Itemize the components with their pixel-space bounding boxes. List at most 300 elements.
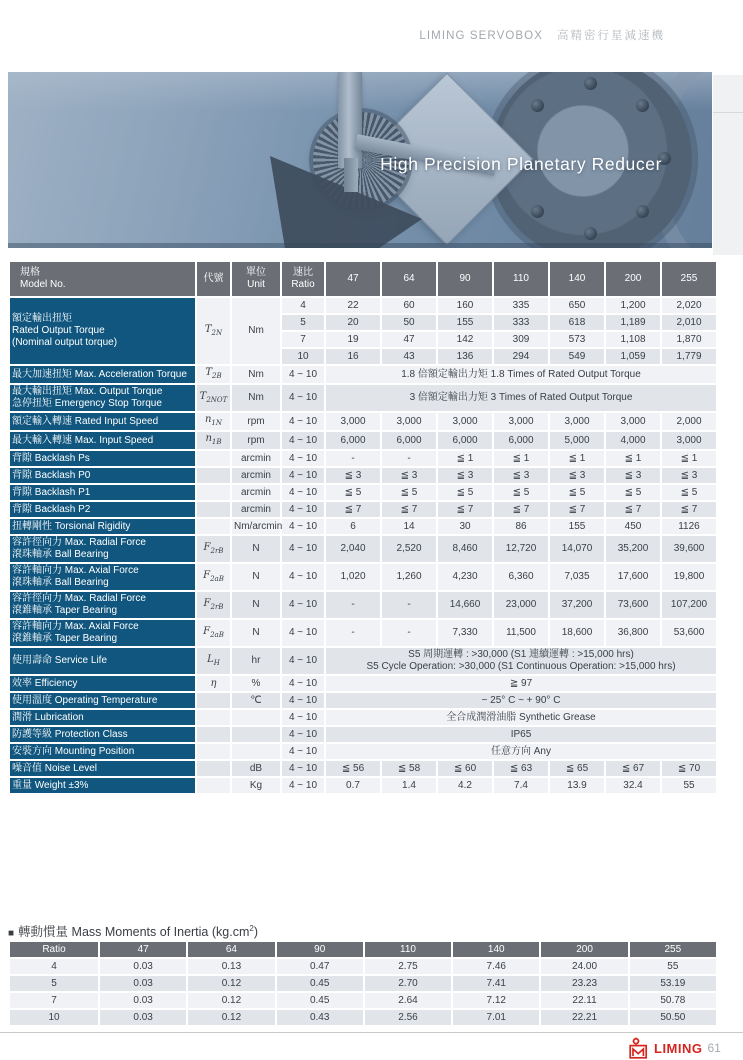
spec-value: 20 [326,315,380,330]
spec-span-value [326,648,716,674]
inertia-value: 7.01 [453,1010,539,1025]
spec-row-label-line: 防護等級 Protection Class [12,728,128,740]
spec-code [197,710,230,725]
spec-row-label [10,468,195,483]
spec-value: ≦ 5 [494,485,548,500]
spec-value: ≦ 1 [662,451,716,466]
inertia-value: 7.46 [453,959,539,974]
spec-row-label [10,432,195,449]
spec-value: 650 [550,298,604,313]
spec-unit: Nm/arcmin [232,519,280,534]
spec-value: 3,000 [438,413,492,430]
spec-row [10,519,716,534]
inertia-value: 10 [10,1010,98,1025]
spec-value: 60 [382,298,436,313]
spec-row-label-line: 容許徑向力 Max. Radial Force [12,593,146,604]
spec-value: ≦ 3 [382,468,436,483]
spec-span-line: 全合成潤滑油脂 Synthetic Grease [446,711,596,723]
spec-row [10,676,716,691]
spec-code: η [197,676,230,691]
footer-divider [0,1032,743,1033]
spec-value: ≦ 3 [550,468,604,483]
spec-row-label-line: 安裝方向 Mounting Position [12,745,135,757]
spec-value: 6 [326,519,380,534]
spec-span-line: IP65 [510,728,532,740]
spec-row-label [10,620,195,646]
spec-row-label-line: 重量 Weight ±3% [12,779,89,791]
spec-row-label [10,298,195,364]
spec-header-ratio-zh: 速比 [293,267,313,278]
spec-row-label-line: 使用溫度 Operating Temperature [12,694,158,706]
spec-code [197,727,230,742]
inertia-value: 4 [10,959,98,974]
spec-unit: rpm [232,413,280,430]
inertia-value: 0.45 [277,993,363,1008]
spec-value: ≦ 1 [550,451,604,466]
spec-value: 7.4 [494,778,548,793]
inertia-title-en: Mass Moments of Inertia (kg.cm [68,925,250,939]
inertia-value: 23.23 [541,976,627,991]
spec-code [197,693,230,708]
spec-value: 55 [662,778,716,793]
spec-value: 2,000 [662,413,716,430]
spec-row-label [10,385,195,411]
spec-row [10,744,716,759]
spec-ratio: 4 ~ 10 [282,432,324,449]
spec-value: 37,200 [550,592,604,618]
spec-value: ≦ 56 [326,761,380,776]
inertia-value: 7.12 [453,993,539,1008]
spec-span-value [326,727,716,742]
spec-row-label-line: 滾珠軸承 Ball Bearing [12,577,109,588]
spec-value: 3,000 [382,413,436,430]
spec-value: 1.4 [382,778,436,793]
spec-row-label [10,744,195,759]
spec-ratio: 4 ~ 10 [282,564,324,590]
spec-value: ≦ 1 [438,451,492,466]
spec-value: 14 [382,519,436,534]
spec-value: 18,600 [550,620,604,646]
spec-unit [232,727,280,742]
spec-span-value [326,693,716,708]
inertia-title [8,922,258,940]
spec-value: - [382,620,436,646]
spec-ratio: 5 [282,315,324,330]
spec-value: 3,000 [550,413,604,430]
inertia-title-sup: 2 [249,923,254,933]
spec-value: ≦ 3 [494,468,548,483]
spec-code: $T_{2B}$ [197,366,230,383]
spec-row-label [10,727,195,742]
inertia-col-header: 200 [541,942,627,957]
spec-unit: N [232,620,280,646]
spec-ratio: 4 ~ 10 [282,451,324,466]
spec-code [197,468,230,483]
inertia-value: 50.78 [630,993,716,1008]
spec-value: 2,520 [382,536,436,562]
inertia-value: 2.75 [365,959,451,974]
spec-span-line: S5 周期運轉 : >30,000 (S1 連續運轉 : >15,000 hrs) [408,649,634,660]
spec-value: 1,059 [606,349,660,364]
spec-header-model [10,262,195,296]
inertia-col-header: 110 [365,942,451,957]
spec-value: 39,600 [662,536,716,562]
spec-unit: Nm [232,366,280,383]
spec-ratio: 4 ~ 10 [282,676,324,691]
square-bullet-icon: ■ [8,928,15,939]
spec-header-unit-zh: 單位 [246,267,266,278]
spec-row [10,564,716,590]
spec-unit: arcmin [232,468,280,483]
inertia-row [10,976,716,991]
spec-header-unit-en: Unit [247,279,265,290]
inertia-value: 0.03 [100,993,186,1008]
inertia-value: 0.13 [188,959,274,974]
spec-row [10,432,716,449]
spec-ratio: 4 ~ 10 [282,592,324,618]
spec-unit: dB [232,761,280,776]
spec-ratio: 4 ~ 10 [282,536,324,562]
spec-row-label-line: 背隙 Backlash Ps [12,452,90,464]
spec-row [10,727,716,742]
spec-row [10,648,716,674]
spec-value: ≦ 3 [438,468,492,483]
inertia-row [10,959,716,974]
spec-row-label-line: 滾錐軸承 Taper Bearing [12,633,118,644]
spec-value: 333 [494,315,548,330]
spec-span-line: − 25° C ~ + 90° C [481,694,561,706]
spec-row [10,451,716,466]
spec-value: 2,020 [662,298,716,313]
spec-row-label-line: 滾錐軸承 Taper Bearing [12,605,118,616]
spec-value: 155 [438,315,492,330]
spec-code: $F_{2aB}$ [197,564,230,590]
spec-code [197,502,230,517]
spec-value: ≦ 3 [326,468,380,483]
spec-code: $n_{1B}$ [197,432,230,449]
spec-value: 3,000 [662,432,716,449]
spec-unit: arcmin [232,502,280,517]
inertia-value: 53.19 [630,976,716,991]
spec-value: 23,000 [494,592,548,618]
spec-row-label [10,485,195,500]
inertia-value: 24.00 [541,959,627,974]
banner-title: High Precision Planetary Reducer [380,154,662,174]
inertia-row [10,1010,716,1025]
inertia-col-header: Ratio [10,942,98,957]
spec-value: ≦ 5 [326,485,380,500]
spec-span-value [326,710,716,725]
spec-row-label-line: 容許軸向力 Max. Axial Force [12,565,139,576]
spec-value: 1,260 [382,564,436,590]
spec-value: 47 [382,332,436,347]
spec-value: 1,189 [606,315,660,330]
spec-row-label [10,778,195,793]
spec-unit: hr [232,648,280,674]
spec-code [197,519,230,534]
inertia-value: 0.47 [277,959,363,974]
spec-header-model-zh: 規格 [20,267,40,278]
spec-row-label-line: 最大輸入轉速 Max. Input Speed [12,434,154,446]
spec-value: 86 [494,519,548,534]
spec-header-ratio-value: 255 [662,262,716,296]
spec-code: $F_{2aB}$ [197,620,230,646]
spec-value: ≦ 5 [662,485,716,500]
spec-row-label-line: Rated Output Torque [12,325,105,336]
spec-row-label-line: 急停扭矩 Emergency Stop Torque [12,398,162,409]
spec-row [10,385,716,411]
spec-row-label [10,413,195,430]
inertia-header-row [10,942,716,957]
inertia-col-header: 90 [277,942,363,957]
spec-header-ratio-value: 90 [438,262,492,296]
inertia-value: 0.03 [100,959,186,974]
spec-value: 2,010 [662,315,716,330]
inertia-col-header: 64 [188,942,274,957]
spec-unit: % [232,676,280,691]
spec-value: ≦ 3 [662,468,716,483]
spec-row-label [10,451,195,466]
spec-value: 618 [550,315,604,330]
spec-value: ≦ 5 [550,485,604,500]
spec-ratio: 4 [282,298,324,313]
spec-row-label-line: 最大輸出扭矩 Max. Output Torque [12,386,163,397]
spec-row-label [10,676,195,691]
spec-value: ≦ 7 [550,502,604,517]
spec-span-value [326,366,716,383]
spec-value: - [382,592,436,618]
spec-value: 32.4 [606,778,660,793]
spec-row [10,693,716,708]
spec-row-label [10,592,195,618]
inertia-value: 7.41 [453,976,539,991]
spec-unit: Nm [232,298,280,364]
spec-row [10,592,716,618]
spec-value: ≦ 7 [382,502,436,517]
inertia-value: 0.12 [188,993,274,1008]
spec-row-label-line: 效率 Efficiency [12,677,78,689]
spec-value: 7,330 [438,620,492,646]
spec-value: ≦ 70 [662,761,716,776]
spec-row-label-line: 額定輸出扭矩 [12,313,72,324]
spec-header-ratio-value: 140 [550,262,604,296]
spec-row-label [10,648,195,674]
spec-row [10,413,716,430]
spec-value: 1126 [662,519,716,534]
spec-unit: rpm [232,432,280,449]
spec-value: 549 [550,349,604,364]
spec-ratio: 4 ~ 10 [282,727,324,742]
side-margin-strip [713,75,743,255]
spec-ratio: 4 ~ 10 [282,385,324,411]
spec-code [197,485,230,500]
spec-unit: Kg [232,778,280,793]
spec-ratio: 4 ~ 10 [282,620,324,646]
spec-ratio: 4 ~ 10 [282,778,324,793]
spec-row [10,620,716,646]
spec-ratio: 7 [282,332,324,347]
spec-span-line: 1.8 倍額定輸出力矩 1.8 Times of Rated Output Torque [401,368,641,380]
spec-row-label-line: 背隙 Backlash P2 [12,503,91,515]
spec-row-label-line: 滾珠軸承 Ball Bearing [12,549,109,560]
spec-row-label [10,366,195,383]
spec-unit: Nm [232,385,280,411]
inertia-value: 55 [630,959,716,974]
spec-code [197,761,230,776]
spec-value: 6,000 [494,432,548,449]
spec-span-line: 3 倍額定輸出力矩 3 Times of Rated Output Torque [409,392,633,403]
spec-unit: N [232,564,280,590]
spec-row-label-line: 背隙 Backlash P1 [12,486,91,498]
spec-value: 7,035 [550,564,604,590]
inertia-value: 0.43 [277,1010,363,1025]
spec-row-label-line: (Nominal output torque) [12,337,118,348]
spec-code: $n_{1N}$ [197,413,230,430]
spec-row [10,485,716,500]
spec-value: 5,000 [550,432,604,449]
spec-ratio: 10 [282,349,324,364]
spec-header-ratio-en: Ratio [291,279,315,290]
spec-table-body [10,298,716,793]
inertia-value: 22.11 [541,993,627,1008]
spec-ratio: 4 ~ 10 [282,366,324,383]
page-number: 61 [707,1041,721,1055]
spec-value: 4,000 [606,432,660,449]
spec-value: 4.2 [438,778,492,793]
inertia-value: 50.50 [630,1010,716,1025]
spec-value: 1,108 [606,332,660,347]
footer-brand-text: LIMING [654,1040,703,1056]
spec-header-ratio-value: 110 [494,262,548,296]
spec-unit: arcmin [232,451,280,466]
spec-value: 6,000 [438,432,492,449]
spec-value: ≦ 7 [606,502,660,517]
spec-row-label-line: 扭轉剛性 Torsional Rigidity [12,520,131,532]
spec-value: 3,000 [606,413,660,430]
spec-row-label [10,502,195,517]
spec-code: $T_{2N}$ [197,298,230,364]
spec-header-ratio-value: 64 [382,262,436,296]
spec-value: ≦ 5 [438,485,492,500]
spec-header-unit [232,262,280,296]
spec-value: 73,600 [606,592,660,618]
spec-value: 14,070 [550,536,604,562]
spec-value: 14,660 [438,592,492,618]
spec-value: ≦ 5 [606,485,660,500]
spec-code: $F_{2rB}$ [197,592,230,618]
spec-row [10,366,716,383]
inertia-col-header: 140 [453,942,539,957]
spec-header-ratio-value: 200 [606,262,660,296]
spec-value: 1,870 [662,332,716,347]
spec-header-ratio-value: 47 [326,262,380,296]
spec-row-label [10,536,195,562]
spec-unit: N [232,592,280,618]
spec-value: 36,800 [606,620,660,646]
inertia-value: 7 [10,993,98,1008]
spec-value: 309 [494,332,548,347]
spec-value: 1,200 [606,298,660,313]
inertia-value: 2.56 [365,1010,451,1025]
brand-text: LIMING SERVOBOX [419,30,543,42]
spec-row-label-line: 使用壽命 Service Life [12,655,108,666]
spec-value: 12,720 [494,536,548,562]
inertia-title-close: ) [253,925,258,939]
spec-header-ratio [282,262,324,296]
spec-ratio: 4 ~ 10 [282,502,324,517]
spec-ratio: 4 ~ 10 [282,413,324,430]
spec-row-label [10,761,195,776]
spec-value: 53,600 [662,620,716,646]
inertia-value: 0.12 [188,1010,274,1025]
spec-value: 35,200 [606,536,660,562]
inertia-value: 0.12 [188,976,274,991]
spec-value: 6,000 [326,432,380,449]
spec-value: 30 [438,519,492,534]
inertia-title-zh: 轉動慣量 [18,925,69,939]
spec-unit: N [232,536,280,562]
spec-value: ≦ 7 [326,502,380,517]
spec-value: 19 [326,332,380,347]
spec-value: 3,000 [326,413,380,430]
spec-unit [232,744,280,759]
spec-unit: arcmin [232,485,280,500]
spec-ratio: 4 ~ 10 [282,648,324,674]
spec-value: 155 [550,519,604,534]
spec-value: 335 [494,298,548,313]
spec-code: $L_H$ [197,648,230,674]
spec-ratio: 4 ~ 10 [282,519,324,534]
spec-row-label-line: 潤滑 Lubrication [12,711,84,723]
spec-value: - [326,620,380,646]
spec-value: 50 [382,315,436,330]
spec-table [8,260,718,795]
page-header [419,27,665,43]
spec-value: 160 [438,298,492,313]
spec-row-label [10,519,195,534]
spec-span-value [326,676,716,691]
spec-row [10,536,716,562]
inertia-value: 22.21 [541,1010,627,1025]
spec-row-label-line: 額定輸入轉速 Rated Input Speed [12,415,159,427]
spec-code [197,744,230,759]
brand-subtitle: 高精密行星減速機 [557,30,665,42]
spec-span-line: 任意方向 Any [490,745,551,757]
spec-row-label-line: 最大加速扭矩 Max. Acceleration Torque [12,368,187,380]
spec-value: 13.9 [550,778,604,793]
spec-value: ≦ 67 [606,761,660,776]
spec-row-label-line: 容許徑向力 Max. Radial Force [12,537,146,548]
spec-value: ≦ 3 [606,468,660,483]
spec-value: ≦ 63 [494,761,548,776]
spec-value: 43 [382,349,436,364]
spec-value: 2,040 [326,536,380,562]
spec-value: 294 [494,349,548,364]
spec-value: ≦ 60 [438,761,492,776]
hero-banner [8,72,712,248]
spec-row-label [10,693,195,708]
spec-value: 16 [326,349,380,364]
spec-value: 19,800 [662,564,716,590]
spec-code [197,451,230,466]
spec-ratio: 4 ~ 10 [282,485,324,500]
spec-value: 22 [326,298,380,313]
spec-value: - [382,451,436,466]
inertia-value: 0.03 [100,976,186,991]
inertia-row [10,993,716,1008]
inertia-table [8,940,718,1027]
inertia-value: 0.45 [277,976,363,991]
